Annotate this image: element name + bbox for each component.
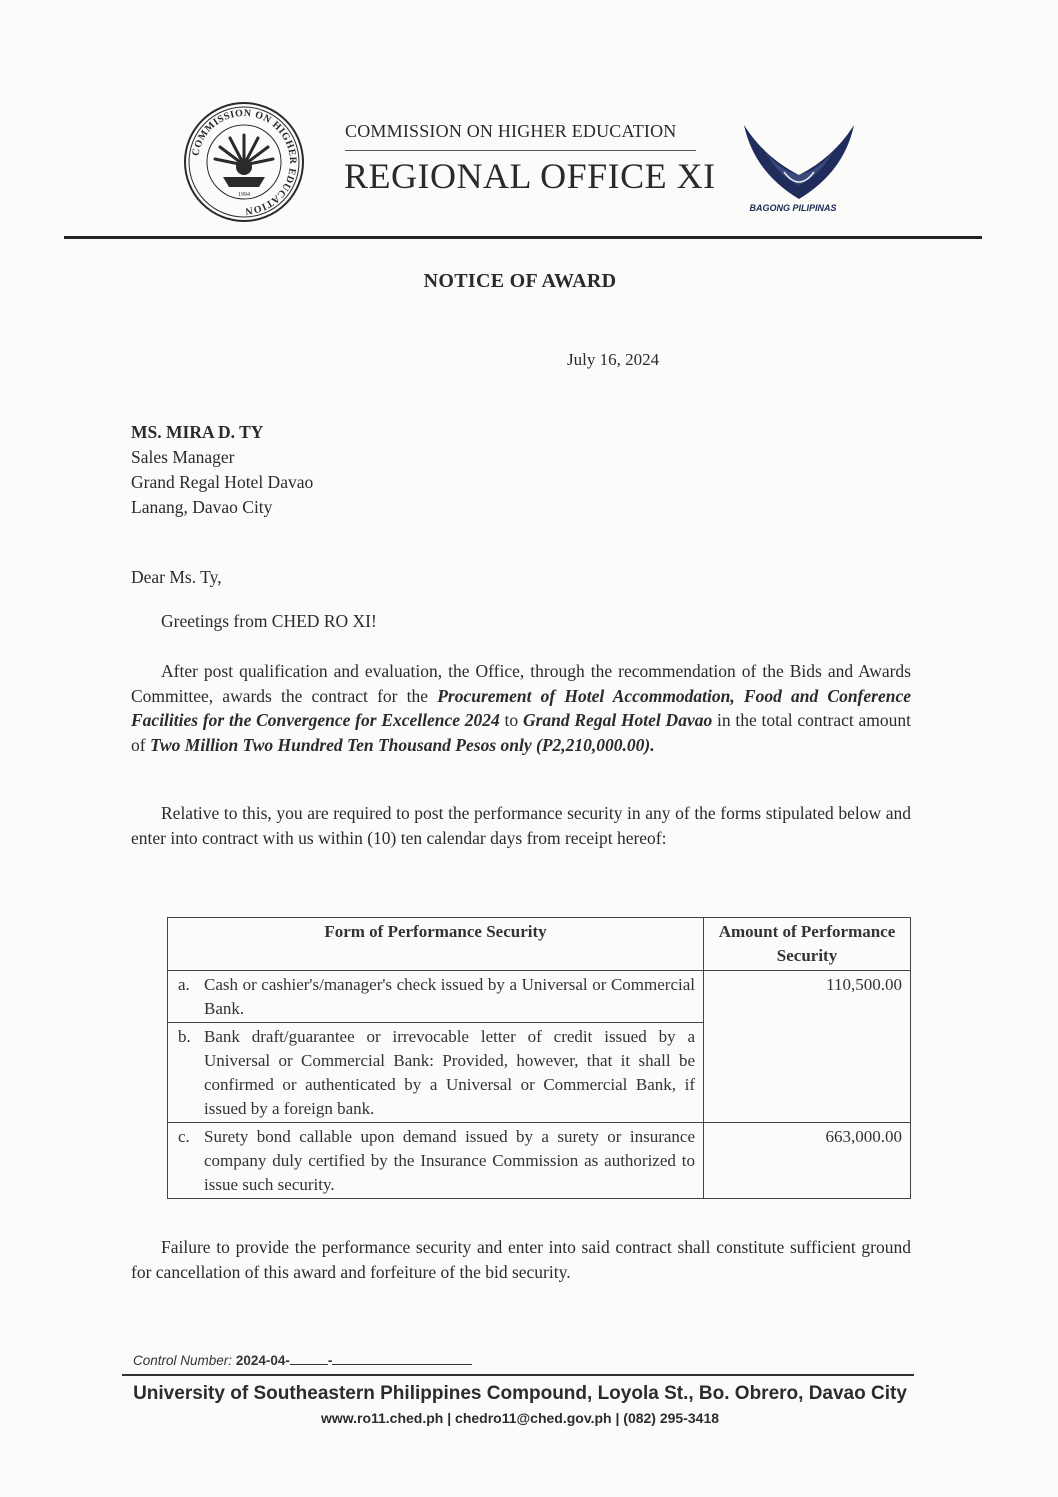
office-name: REGIONAL OFFICE XI [344, 156, 716, 196]
table-row [168, 1123, 911, 1199]
row-amount: 110,500.00 [704, 971, 911, 1123]
row-text: Cash or cashier's/manager's check issued by a Universal or Commercial Bank. [204, 975, 695, 1018]
agency-divider [345, 150, 696, 151]
salutation: Dear Ms. Ty, [131, 567, 222, 587]
row-amount: 663,000.00 [704, 1123, 911, 1199]
addressee-position: Sales Manager [131, 447, 235, 467]
project-name: Procurement of Hotel Accommodation, Food and Conference Facilities for the Convergence for Excellence 2024 [131, 685, 911, 730]
addressee-name: MS. MIRA D. TY [131, 422, 264, 442]
ched-seal-logo [183, 101, 305, 223]
table-header-amount: Amount of Performance Security [704, 918, 911, 971]
agency-name: COMMISSION ON HIGHER EDUCATION [345, 121, 677, 141]
table-row [168, 971, 911, 1023]
failure-paragraph: Failure to provide the performance security and enter into said contract shall constitute sufficient ground for cancellation of this award and forfeiture of the bid security. [131, 1237, 911, 1282]
bagong-pilipinas-label: BAGONG PILIPINAS [749, 203, 837, 213]
bagong-pilipinas-logo [724, 117, 874, 217]
awardee-name: Grand Regal Hotel Davao [522, 710, 713, 730]
row-text: Surety bond callable upon demand issued by a surety or insurance company duly certified by the Insurance Commission as authorized to issue such security. [204, 1127, 695, 1194]
requirement-paragraph: Relative to this, you are required to post the performance security in any of the forms stipulated below and enter into contract with us within (10) ten calendar days from receipt hereof: [131, 803, 911, 848]
svg-text:1994: 1994 [238, 192, 250, 198]
addressee-location: Lanang, Davao City [131, 497, 273, 517]
document-title: NOTICE OF AWARD [423, 270, 617, 292]
row-text: Bank draft/guarantee or irrevocable letter of credit issued by a Universal or Commercial Bank: Provided, however, that it shall be confirmed or authenticated by a Universal or Commercial Bank, if issued by a foreign bank. [204, 1027, 695, 1118]
row-letter: a. [178, 975, 190, 994]
control-number: Control Number: 2024-04- - [133, 1352, 472, 1368]
contract-amount: Two Million Two Hundred Ten Thousand Pesos only (P2,210,000.00). [149, 734, 655, 755]
row-letter: c. [178, 1127, 190, 1146]
addressee-company: Grand Regal Hotel Davao [131, 472, 314, 492]
greeting: Greetings from CHED RO XI! [161, 611, 377, 631]
row-letter: b. [178, 1027, 191, 1046]
award-paragraph: After post qualification and evaluation, the Office, through the recommendation of the Bids and Awards Committee, awards the contract for the Procurement of Hotel Accommodation, Food and Conference Facilities for the Convergence for Excellence 2024 to Grand Regal Hotel Davao in the total contract amount of Two Million Two Hundred Ten Thousand Pesos only (P2,210,000.00). [131, 661, 911, 755]
document-date: July 16, 2024 [567, 350, 660, 369]
footer-address: University of Southeastern Philippines Compound, Loyola St., Bo. Obrero, Davao City [133, 1383, 907, 1404]
footer-contact: www.ro11.ched.ph | chedro11@ched.gov.ph | (082) 295-3418 [320, 1410, 720, 1426]
svg-text:COMMISSION ON HIGHER EDUCATION: COMMISSION ON HIGHER EDUCATION [190, 107, 299, 217]
table-header-form: Form of Performance Security [168, 918, 704, 971]
header-divider [64, 236, 982, 239]
footer-divider [122, 1374, 914, 1376]
addressee-block [131, 420, 313, 520]
performance-security-table [167, 917, 911, 1199]
